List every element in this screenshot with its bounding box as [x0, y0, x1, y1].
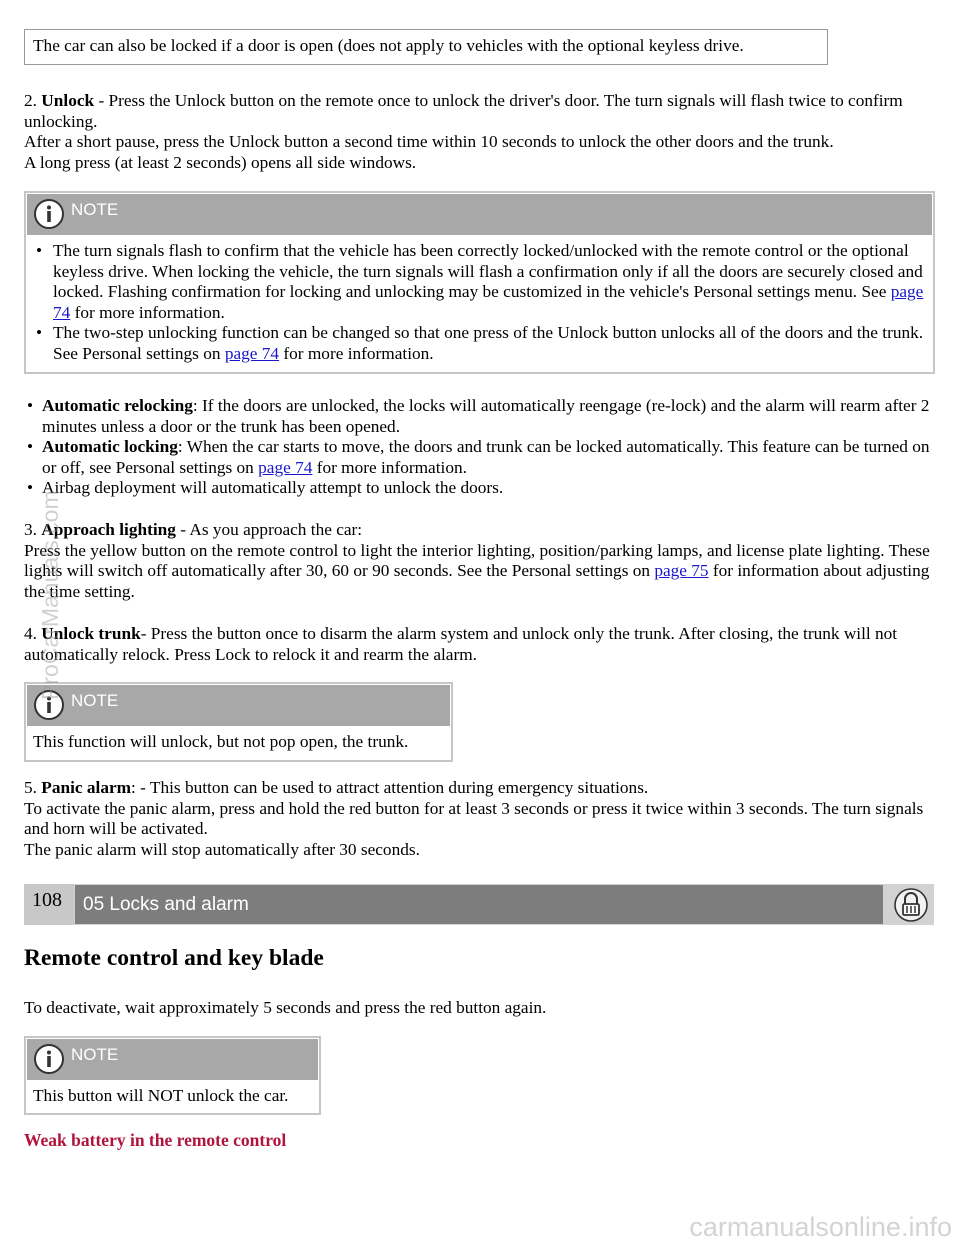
panic-text1: : - This button can be used to attract attention during emergency situations.: [131, 778, 649, 797]
trunk-text: - Press the button once to disarm the alarm system and unlock only the trunk. After closing, the trunk will not automatically relock. Press Lock to relock it and rearm the alarm.: [24, 624, 898, 664]
top-note-box: [24, 29, 828, 65]
panic-paragraph: [24, 778, 936, 860]
note-text-3: This button will NOT unlock the car.: [33, 1086, 289, 1105]
side-watermark: ProCarManuals.com: [37, 490, 63, 700]
page-74-link[interactable]: page 74: [53, 282, 924, 322]
page-75-link[interactable]: page 75: [654, 561, 709, 581]
page-74-link[interactable]: page 74: [258, 457, 313, 477]
unlock-term: Unlock: [41, 91, 95, 110]
approach-tail: for information about adjusting the time setting.: [24, 561, 930, 601]
info-icon: [33, 198, 65, 230]
unlock-number: 2.: [24, 91, 37, 110]
note1-b2-text: The two-step unlocking function can be changed so that one press of the Unlock button unlocks all of the doors and the trunk. See Personal settings on: [53, 323, 924, 363]
section-title: 05 Locks and alarm: [75, 885, 883, 924]
note-title-1: NOTE: [71, 200, 119, 219]
airbag-bullet: [24, 478, 936, 499]
panic-text3: The panic alarm will stop automatically after 30 seconds.: [24, 839, 420, 859]
unlock-line3: A long press (at least 2 seconds) opens all side windows.: [24, 152, 417, 172]
note-box-3: [24, 1036, 321, 1115]
approach-text2: Press the yellow button on the remote control to light the interior lighting, position/parking lamps, and license plate lighting. These lights will switch off automatically after 30, 60 or 90 seconds. See the Personal settings on: [24, 540, 930, 581]
panic-term: Panic alarm: [41, 778, 132, 797]
unlock-line2: After a short pause, press the Unlock button a second time within 10 seconds to unlock the other doors and the trunk.: [24, 132, 834, 152]
unlock-paragraph: [24, 91, 936, 173]
approach-paragraph: [24, 520, 936, 602]
info-icon: [33, 1043, 65, 1075]
autolock-bullet: [24, 437, 936, 478]
approach-text1: - As you approach the car:: [175, 520, 363, 539]
padlock-icon: [891, 887, 931, 923]
note1-b2-tail: for more information.: [279, 343, 434, 363]
autolock-term: Automatic locking: [42, 437, 178, 457]
trunk-number: 4.: [24, 624, 37, 643]
relock-text: : If the doors are unlocked, the locks will automatically reengage (re-lock) and the alarm will rearm after 2 minutes unless a door or the trunk has been opened.: [42, 396, 930, 436]
note1-bullet-1: [33, 241, 926, 323]
trunk-paragraph: [24, 624, 936, 665]
approach-term: Approach lighting: [41, 520, 176, 539]
panic-text2: To activate the panic alarm, press and hold the red button for at least 3 seconds or press it twice within 3 seconds. The turn signals and horn will be activated.: [24, 798, 924, 839]
note-box-1: [24, 191, 935, 374]
section-bar: [24, 884, 934, 925]
note1-b1-text: The turn signals flash to confirm that the vehicle has been correctly locked/unlocked with the remote control or the optional keyless drive. When locking the vehicle, the turn signals will flash a confirmation only if all the doors are securely closed and locked. Flashing confirmation for locking and unlocking may be customized in the vehicle's Personal settings menu. See: [53, 241, 923, 302]
note-title-2: NOTE: [71, 691, 119, 710]
page-number: 108: [24, 884, 74, 925]
autolock-tail: for more information.: [312, 457, 467, 477]
note-header-2: [27, 685, 450, 726]
feature-bullets: [24, 396, 936, 499]
note-header-3: [27, 1039, 318, 1080]
note1-bullet-2: [33, 323, 926, 364]
trunk-term: Unlock trunk: [41, 624, 141, 643]
relock-bullet: [24, 396, 936, 437]
note-header-1: [27, 194, 932, 235]
note1-b1-tail: for more information.: [70, 302, 225, 322]
unlock-line1: - Press the Unlock button on the remote once to unlock the driver's door. The turn signals will flash twice to confirm unlocking.: [24, 91, 903, 131]
footer-watermark: carmanualsonline.info: [689, 1212, 952, 1242]
battery-subheading: Weak battery in the remote control: [24, 1130, 287, 1150]
relock-term: Automatic relocking: [42, 396, 193, 415]
page-74-link[interactable]: page 74: [224, 343, 280, 363]
airbag-text: Airbag deployment will automatically attempt to unlock the doors.: [42, 478, 504, 498]
page-heading: Remote control and key blade: [24, 945, 324, 971]
autolock-text: : When the car starts to move, the doors and trunk can be locked automatically. This feature can be turned on or off, see Personal settings on: [42, 437, 930, 477]
note-title-3: NOTE: [71, 1045, 119, 1064]
top-note-text: The car can also be locked if a door is open (does not apply to vehicles with the optional keyless drive.: [33, 36, 744, 55]
note-text-2: This function will unlock, but not pop open, the trunk.: [33, 732, 409, 751]
panic-number: 5.: [24, 778, 37, 797]
deactivate-paragraph: To deactivate, wait approximately 5 seconds and press the red button again.: [24, 998, 547, 1017]
note-box-2: [24, 682, 453, 762]
approach-number: 3.: [24, 520, 37, 539]
